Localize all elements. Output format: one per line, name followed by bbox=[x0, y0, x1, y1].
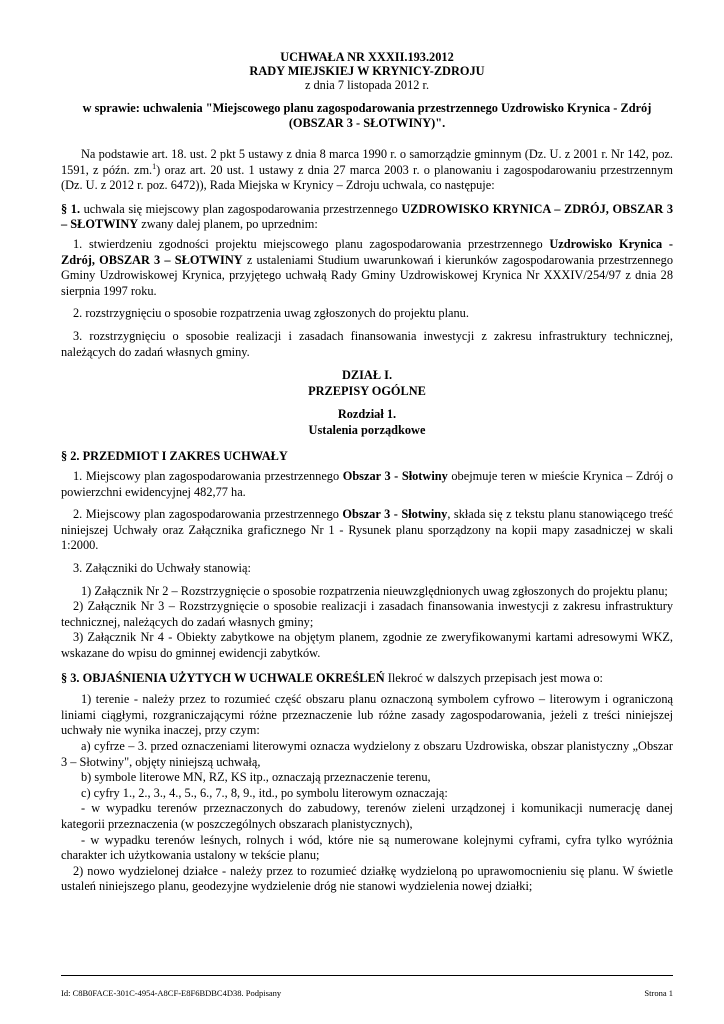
chapter-title: Ustalenia porządkowe bbox=[308, 422, 426, 437]
paragraph-2-item-1: 1. Miejscowy plan zagospodarowania przestrzennego Obszar 3 - Słotwiny obejmuje teren w mieście Krynica – Zdrój o powierzchni ewidencyjnej 482,77 ha. bbox=[61, 469, 673, 499]
attachment-2: 2) Załącznik Nr 3 – Rozstrzygnięcie o sposobie realizacji i zasadach finansowania inwestycji z zakresu infrastruktury technicznej, należących do zadań własnych gminy; bbox=[61, 599, 673, 629]
definition-1-a: a) cyfrze – 3. przed oznaczeniami literowymi oznacza wydzielony z obszaru Uzdrowiska, obszar planistyczny „Obszar 3 – Słotwiny", objęty niniejszą uchwałą, bbox=[61, 739, 673, 769]
paragraph-2-item-2: 2. Miejscowy plan zagospodarowania przestrzennego Obszar 3 - Słotwiny, składa się z tekstu planu stanowiącego treść niniejszej Uchwały oraz Załącznika graficznego Nr 1 - Rysunek planu sporządzony na kopii mapy zasadniczej w skali 1:2000. bbox=[61, 507, 673, 553]
definition-1-c-dash-1: - w wypadku terenów przeznaczonych do zabudowy, terenów zieleni urządzonej i komunikacji numerację danej kategorii przeznaczenia (w poszczególnych obszarach planistycznych), bbox=[61, 801, 673, 831]
definition-1-c-dash-2: - w wypadku terenów leśnych, rolnych i wód, które nie są numerowane kolejnymi cyframi, cyfra tylko wyróżnia charakter ich użytkowania ustalony w tekście planu; bbox=[61, 832, 673, 863]
preamble: Na podstawie art. 18. ust. 2 pkt 5 ustawy z dnia 8 marca 1990 r. o samorządzie gminnym (Dz. U. z 2001 r. Nr 142, poz. 1591, z późn. zm.$^1$) oraz art. 20 ust. 1 ustawy z dnia 27 marca 2003 r. o planowaniu i zagospodarowaniu przestrzennym (Dz. U. z 2012 r. poz. 6472)), Rada Miejska w Krynicy – Zdroju uchwala, co następuje: bbox=[61, 147, 673, 193]
document-page bbox=[61, 50, 673, 895]
paragraph-3: § 3. OBJAŚNIENIA UŻYTYCH W UCHWALE OKREŚLEŃ Ilekroć w dalszych przepisach jest mowa o: bbox=[61, 670, 603, 685]
page-footer bbox=[61, 975, 673, 998]
resolution-header bbox=[61, 50, 673, 92]
division-title: PRZEPISY OGÓLNE bbox=[308, 383, 426, 398]
resolution-date: z dnia 7 listopada 2012 r. bbox=[304, 78, 430, 92]
council-name: RADY MIEJSKIEJ W KRYNICY-ZDROJU bbox=[249, 64, 485, 78]
definition-1-b: b) symbole literowe MN, RZ, KS itp., oznaczają przeznaczenie terenu, bbox=[81, 770, 431, 785]
paragraph-2-heading: § 2. PRZEDMIOT I ZAKRES UCHWAŁY bbox=[61, 448, 288, 463]
paragraph-1-item-2: 2. rozstrzygnięciu o sposobie rozpatrzenia uwag zgłoszonych do projektu planu. bbox=[73, 306, 469, 321]
attachment-3: 3) Załącznik Nr 4 - Obiekty zabytkowe na objętym planem, zgodnie ze zweryfikowanymi kartami adresowymi WKZ, wskazane do wpisu do gminnej ewidencji zabytków. bbox=[61, 630, 673, 661]
paragraph-1-item-1: 1. stwierdzeniu zgodności projektu miejscowego planu zagospodarowania przestrzennego Uzdrowisko Krynica - Zdrój, OBSZAR 3 – SŁOTWINY z ustaleniami Studium uwarunkowań i kierunków zagospodarowania przestrzennego Gminy Uzdrowiskowej Krynica, przyjętego uchwałą Rady Gminy Uzdrowiskowej Krynica Nr XXXIV/254/97 z dnia 28 sierpnia 1997 roku. bbox=[61, 236, 674, 298]
paragraph-1-item-3: 3. rozstrzygnięciu o sposobie realizacji i zasadach finansowania inwestycji z zakresu infrastruktury technicznej, należących do zadań własnych gminy. bbox=[61, 328, 673, 359]
paragraph-2-item-3: 3. Załączniki do Uchwały stanowią: bbox=[73, 561, 251, 576]
resolution-number: UCHWAŁA NR XXXII.193.2012 bbox=[280, 50, 454, 64]
definition-1: 1) terenie - należy przez to rozumieć część obszaru planu oznaczoną symbolem cyfrowo – literowym i ograniczoną liniami ciągłymi, rozgraniczającymi różne przeznaczenie lub różne zasady zagospodarowania, jeżeli z treści niniejszej uchwały nie wynika inaczej, przy czym: bbox=[61, 692, 673, 738]
resolution-subject: w sprawie: uchwalenia "Miejscowego planu zagospodarowania przestrzennego Uzdrowisko Krynica - Zdrój (OBSZAR 3 - SŁOTWINY)". bbox=[82, 101, 652, 130]
attachment-1: 1) Załącznik Nr 2 – Rozstrzygnięcie o sposobie rozpatrzenia nieuwzględnionych uwag zgłoszonych do projektu planu; bbox=[81, 583, 668, 598]
section-heading bbox=[61, 368, 673, 438]
division-number: DZIAŁ I. bbox=[341, 368, 393, 383]
paragraph-1: § 1. uchwala się miejscowy plan zagospodarowania przestrzennego UZDROWISKO KRYNICA – ZDRÓJ, OBSZAR 3 – SŁOTWINY zwany dalej planem, po uprzednim: bbox=[61, 201, 674, 232]
definition-1-c: c) cyfry 1., 2., 3., 4., 5., 6., 7., 8, 9., itd., po symbolu literowym oznaczają: bbox=[81, 785, 448, 800]
document-id: Id: C8B0FACE-301C-4954-A8CF-E8F6BDBC4D38. Podpisany bbox=[61, 988, 282, 998]
page-number: Strona 1 bbox=[644, 988, 673, 998]
chapter-number: Rozdział 1. bbox=[337, 407, 397, 422]
definition-2: 2) nowo wydzielonej działce - należy przez to rozumieć działkę wydzieloną po uprawomocnieniu się planu. W świetle ustaleń niniejszego planu, geodezyjne wydzielenie dróg nie stanowi wydzielenia nowej działki; bbox=[61, 863, 673, 894]
